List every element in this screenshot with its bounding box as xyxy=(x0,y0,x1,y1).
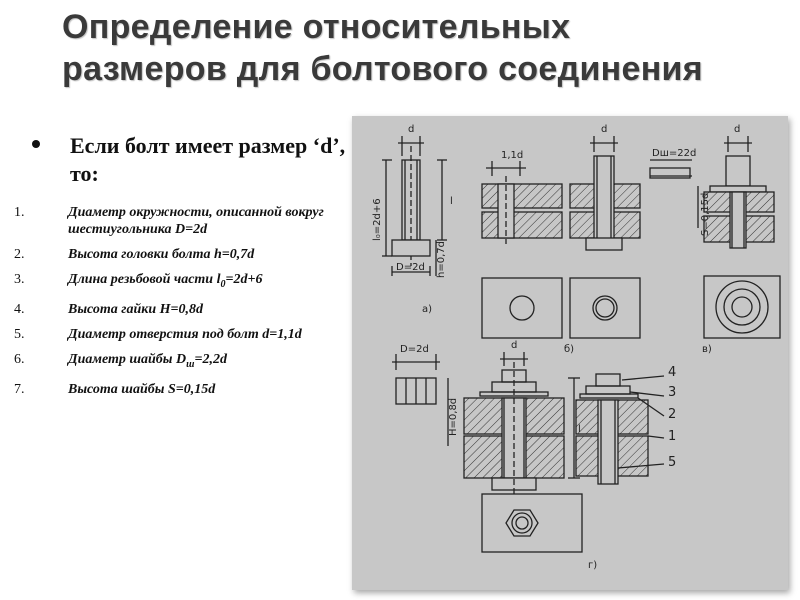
label-head-diameter: D=2d xyxy=(396,262,425,273)
label-view-g: г) xyxy=(588,560,598,571)
dimension-list xyxy=(14,204,354,406)
list-item xyxy=(14,381,354,398)
list-text: Длина резьбовой части l xyxy=(68,272,221,287)
list-item xyxy=(14,246,354,263)
list-text: =2d+6 xyxy=(225,272,263,287)
list-item xyxy=(14,204,354,238)
label-d-a: d xyxy=(408,124,415,135)
list-number: 4. xyxy=(14,301,25,317)
list-text: Диаметр шайбы D xyxy=(68,351,187,367)
list-text: Высота головки болта h=0,7d xyxy=(68,247,255,262)
list-subscript: 0 xyxy=(220,278,226,290)
label-nut-diameter: D=2d xyxy=(400,344,429,355)
label-washer-diameter: Dш=22d xyxy=(652,148,697,159)
bullet-dot-icon xyxy=(32,140,40,148)
assembly-top-view-g xyxy=(482,494,582,552)
bolt-drawing xyxy=(352,116,788,590)
part-number-5: 5 xyxy=(668,455,677,470)
list-text: Высота гайки H=0,8d xyxy=(68,301,204,317)
part-number-4: 4 xyxy=(668,365,677,380)
label-length-g: l xyxy=(578,424,581,435)
list-item xyxy=(14,301,354,318)
label-d-g: d xyxy=(511,340,518,351)
list-item xyxy=(14,271,354,293)
label-view-a: а) xyxy=(422,304,433,315)
nut-view xyxy=(392,354,448,446)
list-text: Диаметр окружности, описанной вокруг шестиугольника D=2d xyxy=(68,205,324,237)
list-number: 5. xyxy=(14,326,25,342)
assembly-right-g xyxy=(576,374,664,484)
label-view-b: б) xyxy=(564,344,575,355)
label-d-b: d xyxy=(601,124,608,135)
list-number: 1. xyxy=(14,205,25,220)
part-number-3: 3 xyxy=(668,385,677,400)
list-subscript: ш xyxy=(186,358,195,370)
part-number-1: 1 xyxy=(668,429,677,444)
list-text: =2,2d xyxy=(194,351,227,367)
list-text: Диаметр отверстия под болт d=1,1d xyxy=(68,326,302,342)
list-item xyxy=(14,351,354,373)
label-hole-diameter: 1,1d xyxy=(501,150,524,161)
label-head-height: h=0,7d xyxy=(436,241,447,278)
washer-view-v xyxy=(650,136,780,338)
assembly-left-g xyxy=(464,352,580,496)
label-thread-length: l₀=2d+6 xyxy=(372,198,383,241)
bolt-insert-b xyxy=(570,136,640,338)
list-number: 3. xyxy=(14,272,25,287)
bolt-drawing-figure xyxy=(352,116,788,590)
part-number-2: 2 xyxy=(668,407,677,422)
label-view-v: в) xyxy=(702,344,712,355)
slide-title: Определение относительных размеров для болтового соединения xyxy=(62,8,703,88)
list-number: 7. xyxy=(14,381,25,397)
list-number: 6. xyxy=(14,351,25,367)
label-bolt-length: l xyxy=(450,196,453,207)
label-washer-height: S=0,15d xyxy=(700,192,711,236)
list-text: Высота шайбы S=0,15d xyxy=(68,381,216,397)
list-item xyxy=(14,326,354,343)
hole-section-b xyxy=(482,161,562,338)
label-nut-height: H=0,8d xyxy=(448,397,459,436)
label-d-v: d xyxy=(734,124,741,135)
list-number: 2. xyxy=(14,247,25,262)
bullet-text: Если болт имеет размер ‘d’, то: xyxy=(70,133,346,186)
